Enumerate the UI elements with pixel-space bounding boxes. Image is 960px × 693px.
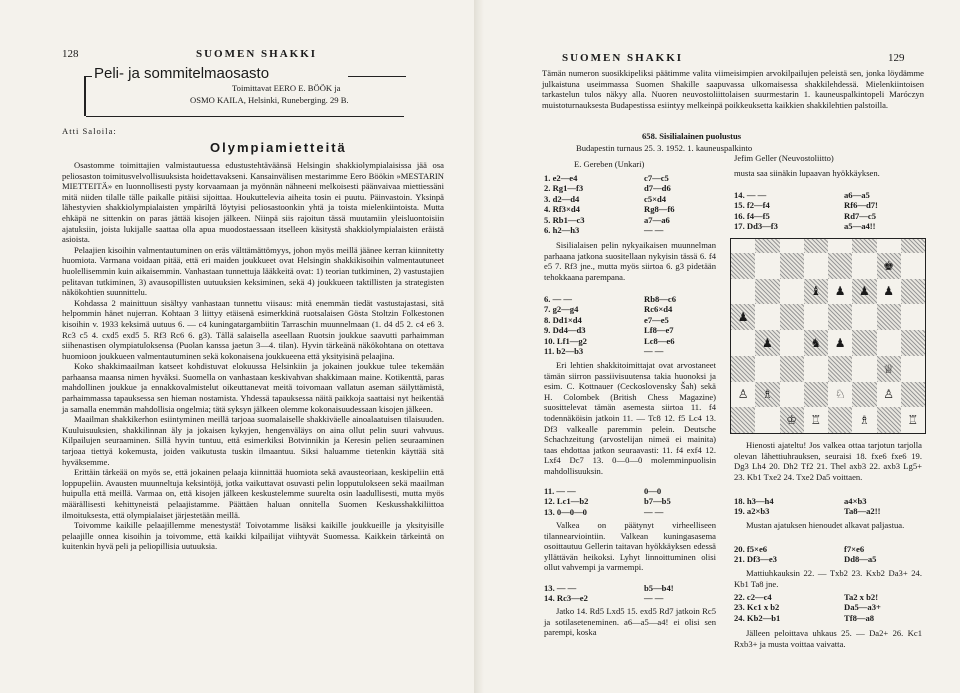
board-square	[901, 279, 925, 305]
white-move: 15. f2—f4	[734, 200, 770, 211]
board-square	[877, 330, 901, 356]
moves-block-a	[544, 173, 714, 235]
white-move: 22. c2—c4	[734, 592, 772, 602]
right-page	[484, 0, 960, 693]
board-square	[755, 407, 779, 433]
move-row	[544, 173, 714, 183]
move-row	[734, 602, 924, 612]
board-square	[804, 356, 828, 382]
white-move: 13. 0—0—0	[544, 506, 587, 517]
black-move: a4×b3	[844, 496, 867, 506]
white-move: 21. Df3—e3	[734, 554, 777, 565]
game-event: Budapestin turnaus 25. 3. 1952. 1. kauneuspalkinto	[576, 143, 753, 153]
black-player: Jefim Geller (Neuvostoliitto)	[734, 153, 834, 163]
white-move: 14. Rc3—e2	[544, 593, 588, 604]
white-move: 19. a2×b3	[734, 506, 770, 517]
board-square	[731, 253, 755, 279]
board-square	[828, 304, 852, 330]
move-row	[544, 183, 714, 193]
move-row	[544, 486, 714, 496]
gutter	[474, 0, 484, 693]
intro-text	[542, 68, 924, 110]
running-head: SUOMEN SHAKKI	[196, 48, 318, 60]
white-move: 12. Lc1—b2	[544, 496, 589, 507]
move-row	[734, 496, 924, 506]
black-move: d7—d6	[644, 183, 671, 194]
white-move: 5. Rb1—c3	[544, 214, 585, 225]
intro-paragraph: Tämän numeron suosikkipeliksi päätimme valita viimeisimpien arvokilpailujen peleistä sen, jonka löydämme julkaistuna useimmassa Suomen Shakille saapuvassa ulkomaisessa shakkilehdessä. Mielenkiintoisen tarkastelun tulos näkyy alla. Nuoren neuvostoliittolaisen suurmestarin 1. kauneuspalkintopeli Maróczyn muistoturnauksesta Budapestissa esiintyy melkeinpä poikkeuksetta kaikkien shakkilehtien palstoilla.	[542, 68, 924, 110]
move-row	[734, 221, 924, 231]
white-move: 18. h3—h4	[734, 496, 774, 506]
black-move: b5—b4!	[644, 583, 674, 593]
chess-diagram	[730, 238, 926, 434]
game-heading: 658. Sisilialainen puolustus	[642, 131, 742, 141]
move-row	[734, 544, 924, 554]
chess-piece-icon: ♟	[858, 284, 870, 299]
annotation-1	[544, 240, 716, 282]
move-row	[544, 346, 714, 356]
board-square	[901, 382, 925, 408]
chess-piece-icon: ♟	[761, 335, 773, 350]
white-move: 6. — —	[544, 294, 572, 304]
paragraph: Toivomme kaikille pelaajillemme menestystä! Toivotamme lisäksi kaikille joukkueille ja yksityisille pelaajille onnea kisoihin ja toivomme, että kaikki kilpailijat viihtyvät Suomessa. Kaikkein tärkeintä on kuitenkin hyvä peli ja peliopillisia uutuuksia.	[62, 520, 444, 552]
chess-piece-icon: ♗	[858, 413, 870, 428]
white-move: 3. d2—d4	[544, 193, 580, 204]
black-move: Lf8—e7	[644, 325, 674, 336]
running-head: SUOMEN SHAKKI	[562, 52, 684, 64]
board-square	[828, 356, 852, 382]
white-move: 2. Rg1—f3	[544, 183, 584, 194]
board-square	[828, 407, 852, 433]
black-move: c5×d4	[644, 193, 667, 204]
moves-block-e	[734, 496, 924, 517]
board-square	[731, 356, 755, 382]
board-square	[877, 382, 901, 408]
black-move: Rd7—c5	[844, 210, 876, 221]
chess-piece-icon: ♟	[834, 335, 846, 350]
move-row	[734, 554, 924, 564]
annotation-paragraph: Eri lehtien shakkitoimittajat ovat arvostaneet tämän siirron passiivisuutensa takia huonoksi ja esim. C. Kottnauer (Ceckoslovensky Šah) sekä H. Colombek (British Chess Magazine) suosittelevat tämän asemesta siirtoa 11. f4 todennäköisin jatkoin 11. — Tc8 12. f5 Lc4 13. Df3 valkealle paremmin pelein. Deutsche Schachzeitung (arvostelijan nimeä ei mainita) taas ehdottaa jatkon seuraavasti: 11. f4 exf4 12. Lxf4 Dc7 13. 0—0—0 molemminpuolisin mahdollisuuksin.	[544, 360, 716, 476]
annotation-8	[734, 568, 922, 589]
board-square	[755, 304, 779, 330]
black-move: 0—0	[644, 486, 662, 496]
black-move: f7×e6	[844, 544, 865, 554]
annotation-paragraph: Mattiuhkauksin 22. — Txb2 23. Kxb2 Da3+ 24. Kb1 Ta8 jne.	[734, 568, 922, 589]
chess-piece-icon: ♔	[786, 413, 797, 428]
paragraph: Pelaajien kisoihin valmentautuminen on eräs välttämättömyys, johon myös meillä jäänee kerran kiinnitetty huomiota. Varmana voidaan pitää, että eri maiden joukkueet ovat Helsingin shakkikisoihin valmentautuneet huolellisemmin kuin aikaisemmin. Vanhastaan tunnettuja lääkkeitä ovat: 1) teorian tutkiminen, 2) vastustajien pelitavan tutkiminen, 3) avausopillisten uutuuksien keksiminen, sekä 4) joukkueen taktillisten ja strategisten näkökohtien suunnittelu.	[62, 244, 444, 298]
section-title: Peli- ja sommitelmaosasto	[94, 65, 270, 82]
move-row	[544, 215, 714, 225]
move-row	[544, 593, 714, 603]
white-move: 17. Dd3—f3	[734, 221, 778, 232]
white-move: 4. Rf3×d4	[544, 204, 580, 215]
board-square	[780, 382, 804, 408]
annotation-paragraph: Sisilialaisen pelin nykyaikaisen muunnelman parhaana jatkona suositellaan nykyisin tässä 6. f4 e5 7. Rf3 jne., mutta myös siirtoa 6. g3 pidetään tehokkaana parempana.	[544, 240, 716, 282]
box-bottom-rule	[86, 116, 404, 117]
white-move: 11. b2—b3	[544, 346, 584, 357]
chess-piece-icon: ♙	[883, 387, 894, 402]
board-square	[780, 330, 804, 356]
white-move: 16. f4—f5	[734, 210, 770, 221]
white-move: 24. Kb2—b1	[734, 612, 781, 623]
move-row	[544, 583, 714, 593]
annotation-paragraph: Valkea on päätynyt virheelliseen tilannearviointiin. Valkean kuningasasema osoittautuu Gellerin taitavan hyökkäyksen edessä yllättävän heikoksi. Lyhyt linnoittuminen olisi ollut vahvempi ja varmempi.	[544, 520, 716, 573]
board-square	[828, 279, 852, 305]
white-move: 10. Lf1—g2	[544, 335, 587, 346]
black-move: Lc8—e6	[644, 335, 675, 346]
board-square	[780, 356, 804, 382]
move-row	[734, 190, 924, 200]
board-square	[877, 407, 901, 433]
moves-block-c	[544, 486, 714, 517]
board-square	[755, 253, 779, 279]
white-move: 6. h2—h3	[544, 225, 580, 236]
box-left-rule	[84, 76, 86, 116]
move-row	[544, 336, 714, 346]
board-square	[804, 382, 828, 408]
moves-block-f	[734, 544, 924, 565]
paragraph: Koko shakkimaailman katseet kohdistuvat elokuussa Helsinkiin ja jokainen joukkue tulee tekemään parhaansa maansa nimen hyväksi. Suomella on vanhastaan keskivahvan shakkimaan maine. Kotikenttä, paras mahdollinen joukkue ja ennakkovalmistelut oikeuttanevat meitä toivomaan vallatun aseman säilyttämistä, parhaimmassa tapauksessa sen hieman nostamista. Yhdessä tapauksessa näitä paikkoja saattaisi nyt heikentää ja samalla enemmän mahdollisia ongelmia; tätä syksyn jälkeen olemme kokonaisuudessaan kisojen jälkeen.	[62, 361, 444, 414]
move-row	[544, 315, 714, 325]
black-move: Da5—a3+	[844, 602, 881, 613]
moves-block-d	[544, 583, 714, 604]
board-square	[828, 382, 852, 408]
board-square	[755, 356, 779, 382]
annotation-paragraph: Hienosti ajateltu! Jos valkea ottaa tarjotun tarjolla olevan lähettiuhrauksen, seuraisi 18. fxe6 fxe6 19. Dg3 Lh4 20. Dh2 Tf2 21. Thel axb3 22. axb3 Lg5+ 23. Kb1 Txe2 24. Txe2 Da5 voittaen.	[734, 440, 922, 482]
black-move: — —	[644, 593, 664, 604]
chess-piece-icon: ♟	[737, 310, 749, 325]
board-square	[755, 279, 779, 305]
chess-piece-icon: ♟	[883, 284, 894, 299]
paragraph: Erittäin tärkeää on myös se, että jokainen pelaaja kiinnittää huomiota sekä avausteoriaan, keskipeliin että loppupeliin. Avausten muunneltuja keksintöjä, jotka vaikuttavat osuvasti pelin lopputulokseen sekä maailman huipulla että meillä. Varmaa on, että kisojen jälkeen keskustelemme suurelta osin laadullisesti, mutta myös määrällisesti kehittyneistä pelaajistamme. Päättäen haluan onnitella Suomen Keskusshakkiliittoa ilmoituksesta, että olympialaiset järjestetään meillä.	[62, 467, 444, 520]
board-square	[780, 279, 804, 305]
board-square	[804, 279, 828, 305]
move-row	[544, 194, 714, 204]
black-move: Ta8—a2!!	[844, 506, 881, 517]
black-move: Tf8—a8	[844, 612, 875, 623]
board-square	[731, 382, 755, 408]
board-square	[852, 330, 876, 356]
white-move: 11. — —	[544, 486, 576, 496]
move-row	[544, 304, 714, 314]
page-number: 128	[62, 48, 79, 60]
board-square	[901, 356, 925, 382]
board-square	[828, 239, 852, 253]
board-square	[731, 279, 755, 305]
white-move: 14. — —	[734, 190, 767, 200]
board-square	[755, 330, 779, 356]
annotation-2	[544, 360, 716, 477]
board-square	[852, 253, 876, 279]
move-row	[544, 294, 714, 304]
board-square	[852, 407, 876, 433]
black-move: e7—e5	[644, 314, 669, 325]
paragraph: Maailman shakkikerhon esiintyminen meillä tarjoaa suomalaiselle shakkiväelle ainoalaatuisen tilaisuuden. Kuuluisuuksien, shakkilinnan äly ja jokaisen kykyjen, hengenväläys on aina ollut pelin suuri vahvuus. Kilpailujen seuraaminen. Sillä hyvin tuntuu, että esimerkiksi Botvinnikin ja Keresin pelien seuraaminen tarjoaa tiettyä kokemusta, joiden vaikutusta tuskin ilmaantuu. Siksi haluamme tietenkin käyttää sitä hyväksemme.	[62, 414, 444, 467]
chess-piece-icon: ♖	[907, 413, 919, 428]
move-row	[544, 496, 714, 506]
board-square	[901, 304, 925, 330]
chess-piece-icon: ♚	[883, 258, 894, 273]
board-square	[755, 382, 779, 408]
board-square	[852, 382, 876, 408]
black-move: Rb8—c6	[644, 294, 676, 304]
board-square	[877, 304, 901, 330]
board-square	[804, 239, 828, 253]
move-row	[734, 200, 924, 210]
board-square	[780, 407, 804, 433]
annotation-paragraph: Jatko 14. Rd5 Lxd5 15. exd5 Rd7 jatkoin Rc5 ja sotilaseteneminen. a6—a5—a4! ei olisi sen parempi, koska	[544, 606, 716, 638]
board-square	[828, 330, 852, 356]
board-square	[731, 407, 755, 433]
board-square	[731, 330, 755, 356]
black-move: — —	[644, 346, 664, 357]
board-square	[877, 356, 901, 382]
page-number: 129	[888, 52, 905, 64]
black-move: Rg8—f6	[644, 204, 675, 215]
black-move: a5—a4!!	[844, 221, 876, 232]
white-move: 20. f5×e6	[734, 544, 768, 554]
board-square	[901, 253, 925, 279]
board-square	[804, 253, 828, 279]
move-row	[734, 506, 924, 516]
moves-block-g	[734, 592, 924, 623]
move-row	[734, 613, 924, 623]
board-square	[780, 253, 804, 279]
board-square	[852, 356, 876, 382]
move-row	[544, 507, 714, 517]
black-move: b7—b5	[644, 496, 671, 507]
chess-piece-icon: ♝	[810, 284, 822, 299]
left-page	[0, 0, 474, 693]
box-top-rule-a	[86, 76, 92, 77]
annotation-7	[734, 520, 922, 531]
move-row	[734, 211, 924, 221]
white-move: 1. e2—e4	[544, 173, 578, 183]
board-square	[901, 407, 925, 433]
black-move: Rf6—d7!	[844, 200, 878, 211]
board-square	[804, 330, 828, 356]
white-move: 7. g2—g4	[544, 304, 579, 315]
annotation-4	[544, 606, 716, 638]
board-square	[877, 279, 901, 305]
move-row	[544, 325, 714, 335]
board-square	[877, 253, 901, 279]
article-title: Olympiamietteitä	[210, 140, 347, 155]
black-move: a6—a5	[844, 190, 870, 200]
annotation-6	[734, 440, 922, 482]
board-square	[804, 304, 828, 330]
editors-line-1: Toimittavat EERO E. BÖÖK ja	[232, 83, 341, 93]
move-row	[544, 225, 714, 235]
annotation-9	[734, 628, 922, 649]
annotation-paragraph: musta saa siinäkin lupaavan hyökkäyksen.	[734, 168, 880, 178]
chess-piece-icon: ♞	[810, 335, 822, 350]
black-move: — —	[644, 506, 664, 517]
moves-block-b	[544, 294, 714, 356]
white-move: 23. Kc1 x b2	[734, 602, 780, 613]
board-square	[852, 279, 876, 305]
annotation-paragraph: Jälleen peloittava uhkaus 25. — Da2+ 26. Kc1 Rxb3+ ja musta voittaa vaivatta.	[734, 628, 922, 649]
board-square	[877, 239, 901, 253]
board-square	[755, 239, 779, 253]
black-move: Ta2 x b2!	[844, 592, 879, 602]
chess-piece-icon: ♗	[761, 387, 773, 402]
annotation-5	[734, 168, 922, 179]
board-square	[780, 239, 804, 253]
article-author: Atti Saloila:	[62, 126, 117, 136]
article-body	[62, 160, 444, 680]
board-square	[828, 253, 852, 279]
chess-piece-icon: ♘	[834, 387, 846, 402]
chess-piece-icon: ♖	[810, 413, 822, 428]
black-move: c7—c5	[644, 173, 669, 183]
black-move: a7—a6	[644, 214, 670, 225]
board-square	[731, 304, 755, 330]
move-row	[734, 592, 924, 602]
black-move: Dd8—a5	[844, 554, 877, 565]
board-square	[804, 407, 828, 433]
board-square	[901, 330, 925, 356]
white-move: 13. — —	[544, 583, 577, 593]
paragraph: Kohdassa 2 mainittuun sisältyy vanhastaan tunnettu viisaus: mitä enemmän tiedät vastustajastasi, sitä helpommin hänet nujerran. Kohtaan 3 liittyy etäisenä esimerkkinä ruotsalaisen Gösta Stoltzin Folkestonen kisoihin v. 1933 keksimä uutuus 6. — c4 kuningatargambiitin Tarraschin muunnelmaan (1. d4 d5 2. c4 e6 3. Rc3 c5 4. cxd5 exd5 5. Rf3 Rc6 6. g3). Tällä salaisella aseellaan Ruotsin joukkue saavutti parhaimman siihenastisen olympiatuloksensa (Puolan kanssa jaetun 3—4. tilan). Hyvin tärkeänä näkökohtana on otettava huomioon joukkueen valmentautuminen sekä kokonaisena joukkueena että yksityisinä pelaajina.	[62, 297, 444, 361]
box-top-rule-b	[348, 76, 406, 77]
annotation-paragraph: Mustan ajatuksen hienoudet alkavat paljastua.	[746, 520, 905, 530]
board-square	[731, 239, 755, 253]
paragraph: Osastomme toimittajien valmistautuessa edustustehtäväänsä Helsingin shakkiolympialaisissa jää osa peliosaston toimitusvelvollisuuksista hoidettavakseni. Kansainvälisen mestarimme Eero Böökin »MESTARIN MIETTEITÄ» en luonnollisesti pysty korvaamaan ja myönnän nähneeni melkoisesti päänvaivaa miettiessäni mitä niiden tilalle tälle paikalle pitäisi sijoittaa. Houkuttelevia aiheita tosin ei puutu. Päinvastoin. Yksinpä lähestyvien shakkiolympialaisten ympäriltä löytyisi peliosastoonkin yhtä ja toista mielenkiintoista. Mutta ehkäpä ne sittenkin on paras jättää kisojen jälkeen. Niinpä siis rajoitun tässä muutamiin yleisluontoisiin ajatuksiin, joista lukijalle saattaa olla apua muodostaessaan itselleen käsitystä shakkiolympialaisten eräistä asioista.	[62, 160, 444, 245]
chess-piece-icon: ♙	[737, 387, 749, 402]
annotation-3	[544, 520, 716, 573]
board-square	[852, 239, 876, 253]
board-square	[901, 239, 925, 253]
black-move: — —	[644, 225, 664, 236]
white-move: 8. Dd1×d4	[544, 314, 582, 325]
board-square	[852, 304, 876, 330]
white-move: 9. Dd4—d3	[544, 325, 586, 336]
black-move: Rc6×d4	[644, 304, 673, 315]
editors-line-2: OSMO KAILA, Helsinki, Runeberging. 29 B.	[190, 95, 349, 105]
chess-piece-icon: ♟	[834, 284, 846, 299]
moves-block-top	[734, 190, 924, 232]
chess-piece-icon: ♕	[883, 361, 894, 376]
white-player: E. Gereben (Unkari)	[574, 159, 645, 169]
move-row	[544, 204, 714, 214]
board-square	[780, 304, 804, 330]
